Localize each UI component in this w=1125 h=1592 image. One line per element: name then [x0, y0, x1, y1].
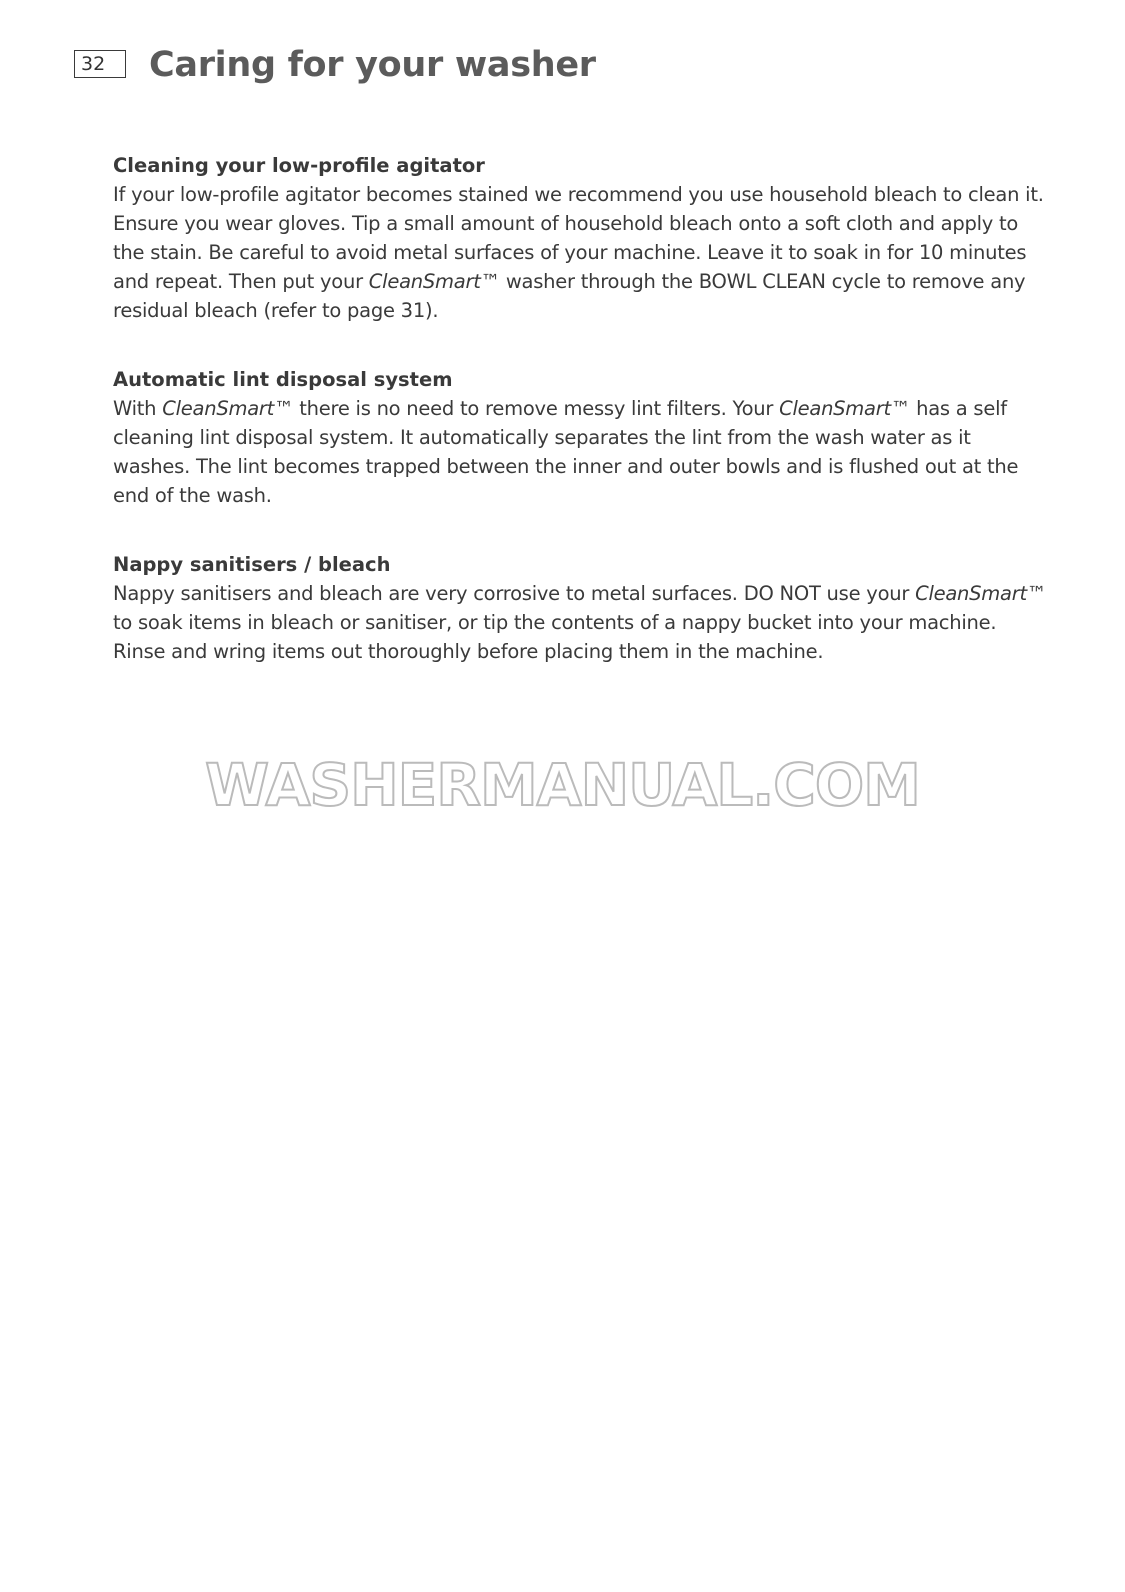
page-number-box: 32: [74, 50, 126, 78]
body-text-run: ™ has a self cleaning lint disposal system. It automatically separates the lint from the wash water as it washes. The lint becomes trapped between the inner and outer bowls and is flushed out at the end of the wash.: [113, 397, 1019, 507]
body-text-run: ™ washer through the BOWL CLEAN cycle to remove any residual bleach (refer to page 31).: [113, 270, 1026, 322]
product-name-text: CleanSmart: [162, 397, 275, 420]
product-name-text: CleanSmart: [779, 397, 891, 420]
main-content: [113, 151, 1053, 706]
watermark: WASHERMANUAL.COM: [205, 751, 920, 819]
product-name-text: CleanSmart: [915, 582, 1027, 605]
section-body: [113, 579, 1053, 666]
section-agitator: [113, 151, 1053, 325]
body-text-run: Nappy sanitisers and bleach are very corrosive to metal surfaces. DO NOT use your: [113, 582, 916, 605]
section-heading: Cleaning your low-profile agitator: [113, 154, 485, 177]
body-text-run: ™ there is no need to remove messy lint filters. Your: [274, 397, 780, 420]
body-text-run: If your low-profile agitator becomes stained we recommend you use household bleach to clean it. Ensure you wear gloves. Tip a small amount of household bleach onto a soft cloth and apply to the stain. Be careful to avoid metal surfaces of your machine. Leave it to soak in for 10 minutes and repeat. Then put your: [113, 183, 1044, 293]
section-lint-disposal: [113, 365, 1053, 510]
section-body: [113, 180, 1053, 325]
section-body: [113, 394, 1053, 510]
section-nappy-sanitisers: [113, 550, 1053, 666]
product-name-text: CleanSmart: [368, 270, 481, 293]
body-text-run: ™ to soak items in bleach or sanitiser, or tip the contents of a nappy bucket into your machine. Rinse and wring items out thoroughly before placing them in the machine.: [113, 582, 1047, 663]
page-title: Caring for your washer: [149, 45, 596, 85]
section-heading: Automatic lint disposal system: [113, 368, 453, 391]
section-heading: Nappy sanitisers / bleach: [113, 553, 391, 576]
body-text-run: With: [113, 397, 163, 420]
